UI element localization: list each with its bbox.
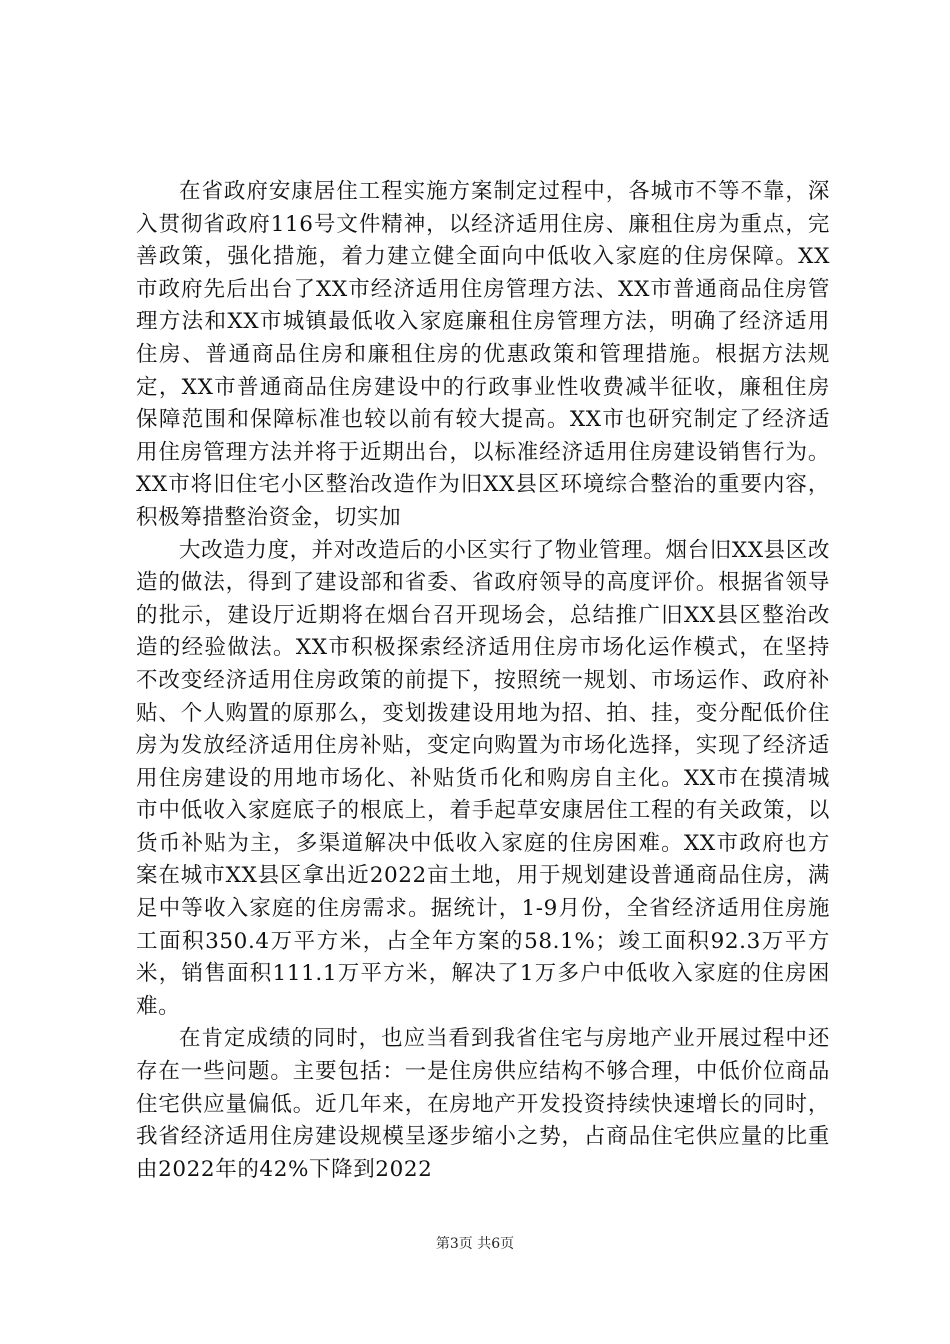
page-footer: 第3页 共6页 bbox=[435, 1236, 515, 1252]
paragraph-2: 大改造力度，并对改造后的小区实行了物业管理。烟台旧XX县区改造的做法，得到了建设部和省委、省政府领导的高度评价。根据省领导的批示，建设厅近期将在烟台召开现场会，总结推广旧XX县区整治改造的经验做法。XX市积极探索经济适用住房市场化运作模式，在坚持不改变经济适用住房政策的前提下，按照统一规划、市场运作、政府补贴、个人购置的原那么，变划拨建设用地为招、拍、挂，变分配低价住房为发放经济适用住房补贴，变定向购置为市场化选择，实现了经济适用住房建设的用地市场化、补贴货币化和购房自主化。XX市在摸清城市中低收入家庭底子的根底上，着手起草安康居住工程的有关政策，以货币补贴为主，多渠道解决中低收入家庭的住房困难。XX市政府也方案在城市XX县区拿出近2022亩土地，用于规划建设普通商品住房，满足中等收入家庭的住房需求。据统计，1-9月份，全省经济适用住房施工面积350.4万平方米，占全年方案的58.1%；竣工面积92.3万平方米，销售面积111.1万平方米，解决了1万多户中低收入家庭的住房困难。 bbox=[136, 537, 830, 1019]
paragraph-3: 在肯定成绩的同时，也应当看到我省住宅与房地产业开展过程中还存在一些问题。主要包括：一是住房供应结构不够合理，中低价位商品住宅供应量偏低。近几年来，在房地产开发投资持续快速增长的同时，我省经济适用住房建设规模呈逐步缩小之势，占商品住宅供应量的比重由2022年的42%下降到2022 bbox=[136, 1026, 830, 1182]
document-body bbox=[136, 176, 830, 1186]
paragraph-1: 在省政府安康居住工程实施方案制定过程中，各城市不等不靠，深入贯彻省政府116号文件精神，以经济适用住房、廉租住房为重点，完善政策，强化措施，着力建立健全面向中低收入家庭的住房保障。XX市政府先后出台了XX市经济适用住房管理方法、XX市普通商品住房管理方法和XX市城镇最低收入家庭廉租住房管理方法，明确了经济适用住房、普通商品住房和廉租住房的优惠政策和管理措施。根据方法规定，XX市普通商品住房建设中的行政事业性收费减半征收，廉租住房保障范围和保障标准也较以前有较大提高。XX市也研究制定了经济适用住房管理方法并将于近期出台，以标准经济适用住房建设销售行为。XX市将旧住宅小区整治改造作为旧XX县区环境综合整治的重要内容，积极筹措整治资金，切实加 bbox=[136, 179, 830, 530]
